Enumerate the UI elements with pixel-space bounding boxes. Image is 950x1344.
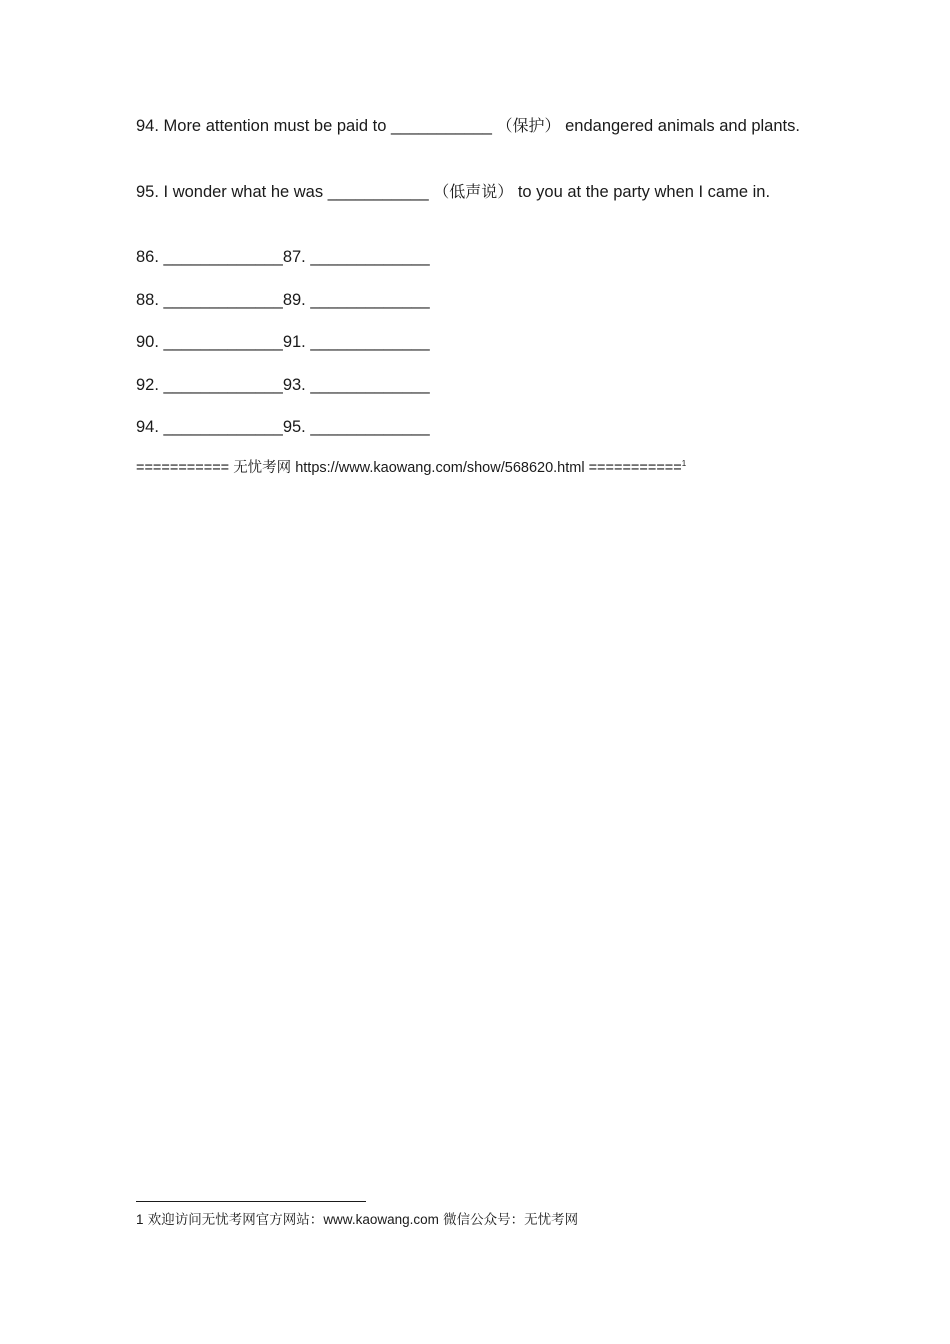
question-95-text-end: to you at the party when I came in. — [513, 183, 771, 201]
answer-blank-95: 95. _____________ — [282, 418, 430, 436]
answer-blank-93: 93. _____________ — [282, 376, 430, 394]
answer-row — [136, 289, 430, 312]
answer-row — [136, 416, 430, 439]
question-94-text-end: endangered animals and plants. — [560, 117, 800, 135]
question-95-text: 95. I wonder what he was ___________ — [136, 183, 434, 201]
source-site-name: 无忧考网 — [233, 460, 292, 476]
answer-blank-88: 88. _____________ — [136, 291, 283, 309]
footnote-text: 欢迎访问无忧考网官方网站： — [143, 1212, 324, 1228]
source-line — [136, 458, 686, 478]
answer-row — [136, 374, 430, 397]
footnote-text-wechat: 微信公众号：无忧考网 — [438, 1212, 579, 1228]
answer-blank-90: 90. _____________ — [136, 333, 283, 351]
source-prefix: =========== — [136, 460, 234, 476]
footnote-reference[interactable]: 1 — [681, 459, 687, 469]
question-95 — [136, 180, 812, 204]
question-94-hint: （保护） — [496, 116, 561, 135]
answer-blank-94: 94. _____________ — [136, 418, 283, 436]
footnote-divider — [136, 1201, 366, 1202]
question-94-text: 94. More attention must be paid to ___________ — [136, 117, 497, 135]
answer-blank-92: 92. _____________ — [136, 376, 283, 394]
footnote — [136, 1210, 578, 1230]
footnote-number: 1 — [136, 1212, 144, 1227]
source-url[interactable]: https://www.kaowang.com/show/568620.html — [291, 460, 589, 476]
source-suffix: =========== — [588, 460, 682, 476]
answer-row — [136, 331, 430, 354]
answer-blank-91: 91. _____________ — [282, 333, 430, 351]
question-95-hint: （低声说） — [433, 182, 514, 201]
footnote-url[interactable]: www.kaowang.com — [323, 1212, 439, 1227]
answer-blank-89: 89. _____________ — [282, 291, 430, 309]
answer-blank-87: 87. _____________ — [282, 248, 430, 266]
answer-blank-86: 86. _____________ — [136, 248, 283, 266]
answer-row — [136, 246, 430, 269]
question-94 — [136, 114, 812, 138]
